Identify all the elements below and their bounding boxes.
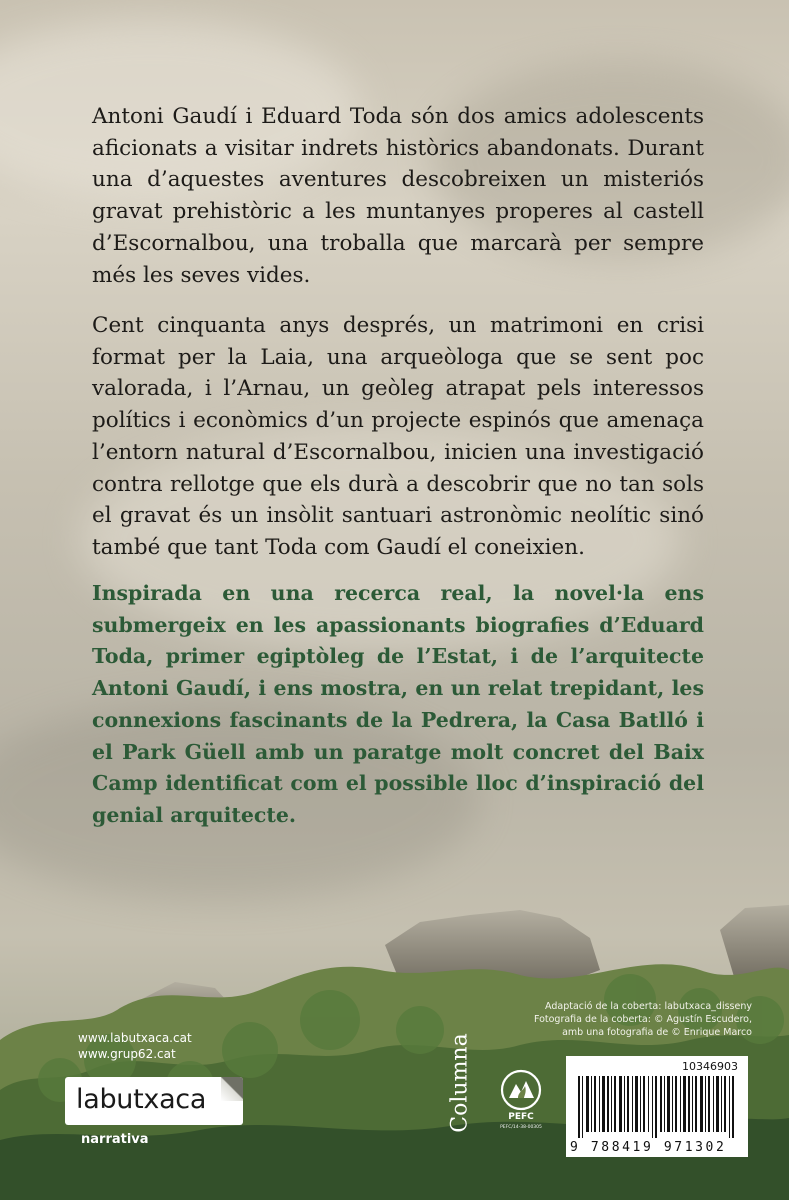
credit-line: Fotografia de la coberta: © Agustín Escudero, <box>533 1014 752 1025</box>
website-link[interactable]: www.grup62.cat <box>78 1047 176 1061</box>
publisher-name: Columna <box>447 1033 473 1133</box>
page-curl-icon <box>221 1077 243 1101</box>
pefc-certification <box>494 1068 548 1148</box>
collection-label: narrativa <box>81 1132 149 1147</box>
pefc-tree-icon <box>494 1068 548 1112</box>
cover-credits <box>530 1000 752 1039</box>
credit-line: Adaptació de la coberta: labutxaca_disseny <box>545 1001 752 1012</box>
credit-line: amb una fotografia de © Enrique Marco <box>562 1027 752 1038</box>
barcode-bars <box>576 1076 738 1138</box>
logo-wordmark: labutxaca <box>76 1084 207 1115</box>
pefc-code: PEFC/14-38-00305 <box>500 1125 542 1130</box>
synopsis-highlight-paragraph: Inspirada en una recerca real, la novel·la ens submergeix en les apassionants biografies d’Eduard Toda, primer egiptòleg de l’Estat, i de l’arquitecte Antoni Gaudí, i ens mostra, en un relat trepidant, les connexions fascinants de la Pedrera, la Casa Batlló i el Park Güell amb un paratge molt concret del Baix Camp identificat com el possible lloc d’inspiració del genial arquitecte. <box>92 581 704 827</box>
pefc-label: PEFC <box>508 1112 534 1122</box>
labutxaca-logo <box>65 1077 243 1125</box>
website-link[interactable]: www.labutxaca.cat <box>78 1031 192 1045</box>
publisher-logo <box>445 1008 475 1158</box>
isbn-barcode <box>566 1056 748 1157</box>
synopsis-paragraph-1: Antoni Gaudí i Eduard Toda són dos amics adolescents aficionats a visitar indrets històrics abandonats. Durant una d’aquestes aventures descobreixen un misteriós gravat prehistòric a les muntanyes properes al castell d’Escornalbou, una troballa que marcarà per sempre més les seves vides. <box>92 104 704 288</box>
product-code: 10346903 <box>682 1060 738 1073</box>
website-list <box>78 1030 192 1062</box>
isbn-number: 9 788419 971302 <box>570 1140 727 1155</box>
synopsis-paragraph-2: Cent cinquanta anys després, un matrimoni en crisi format per la Laia, una arqueòloga que se sent poc valorada, i l’Arnau, un geòleg atrapat pels interessos polítics i econòmics d’un projecte espinós que amenaça l’entorn natural d’Escornalbou, inicien una investigació contra rellotge que els durà a descobrir que no tan sols el gravat és un insòlit santuari astronòmic neolític sinó també que tant Toda com Gaudí el coneixien. <box>92 313 704 560</box>
